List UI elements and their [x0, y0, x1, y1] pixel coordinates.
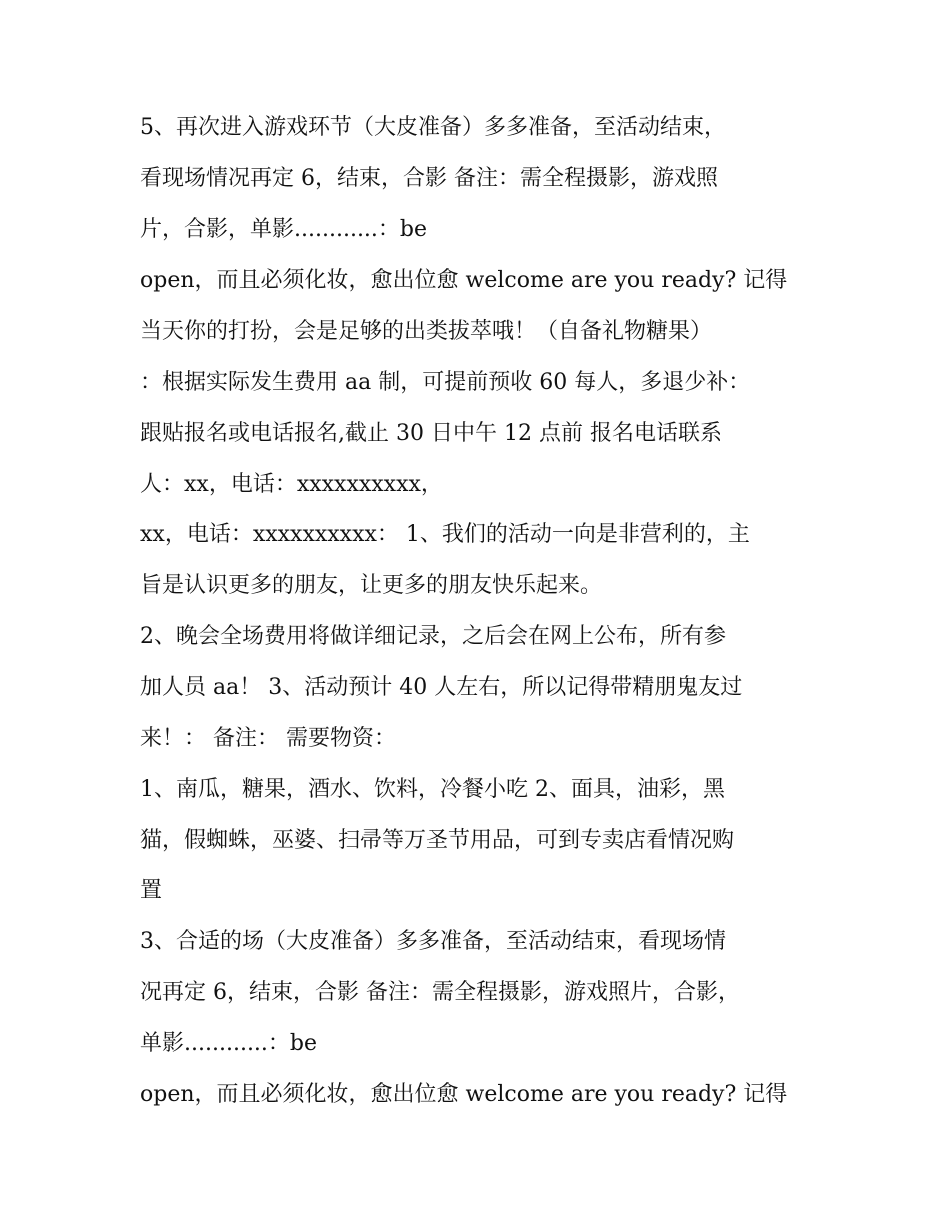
text-line: 猫，假蜘蛛，巫婆、扫帚等万圣节用品，可到专卖店看情况购: [140, 828, 735, 853]
text-line: xx，电话：xxxxxxxxxx： 1、我们的活动一向是非营利的，主: [140, 522, 750, 547]
text-line: open，而且必须化妆，愈出位愈 welcome are you ready? 记得: [140, 1082, 788, 1107]
text-line: 人：xx，电话：xxxxxxxxxx，: [140, 472, 443, 497]
text-line: 置: [140, 878, 163, 903]
text-line: 旨是认识更多的朋友，让更多的朋友快乐起来。: [140, 573, 603, 598]
text-line: 当天你的打扮，会是足够的出类拔萃哦！（自备礼物糖果）: [140, 319, 713, 344]
text-line: 看现场情况再定 6，结束，合影 备注：需全程摄影，游戏照: [140, 166, 718, 191]
text-line: 跟贴报名或电话报名,截止 30 日中午 12 点前 报名电话联系: [140, 421, 722, 446]
text-line: 5、再次进入游戏环节（大皮准备）多多准备，至活动结束，: [140, 115, 726, 140]
text-line: 3、合适的场（大皮准备）多多准备，至活动结束，看现场情: [140, 929, 726, 954]
text-line: 单影............：be: [140, 1031, 318, 1056]
text-line: 片，合影，单影............：be: [140, 217, 428, 242]
text-line: 来！： 备注： 需要物资：: [140, 726, 396, 751]
text-line: 加人员 aa！ 3、活动预计 40 人左右，所以记得带精朋鬼友过: [140, 675, 743, 700]
text-line: 况再定 6，结束，合影 备注：需全程摄影，游戏照片，合影，: [140, 980, 740, 1005]
text-line: 2、晚会全场费用将做详细记录，之后会在网上公布，所有参: [140, 624, 726, 649]
text-line: ：根据实际发生费用 aa 制，可提前预收 60 每人，多退少补：: [140, 370, 751, 395]
text-line: 1、南瓜，糖果，酒水、饮料，冷餐小吃 2、面具，油彩，黑: [140, 777, 725, 802]
text-line: open，而且必须化妆，愈出位愈 welcome are you ready? 记得: [140, 268, 788, 293]
